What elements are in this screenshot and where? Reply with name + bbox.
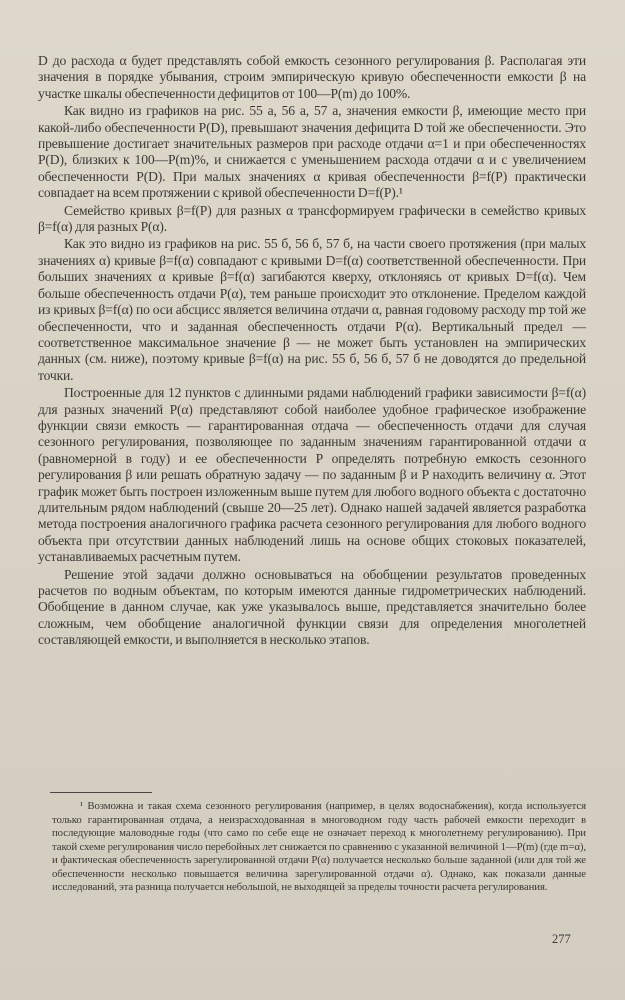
main-text — [38, 53, 586, 650]
paragraph-6: Решение этой задачи должно основываться на обобщении результатов проведенных расчетов по водным объектам, по которым имеются данные гидрометрических наблюдений. Обобщение в данном случае, как уже указывалось выше, представляется значительно более сложным, чем обобщение аналогичной функции связи для определения многолетней составляющей емкости, и выполняется в несколько этапов. — [38, 566, 586, 648]
paragraph-1: D до расхода α будет представлять собой емкость сезонного регулирования β. Располагая эти значения в порядке убывания, строим эмпирическую кривую обеспеченности емкости β на участке шкалы обеспеченности дефицитов от 100—P(m) до 100%. — [38, 53, 586, 101]
footnote-1: ¹ Возможна и такая схема сезонного регулирования (например, в целях водоснабжения), когда используется только гарантированная отдача, а неизрасходованная в многоводном году часть рабочей емкости переходит в последующие маловодные годы (что само по себе еще не означает переход к многолетнему регулированию). При такой схеме регулирования число перебойных лет снижается по сравнению с указанной величиной 1—P(m) (где m=α), и фактическая обеспеченность зарегулированной отдачи P(α) получается несколько больше заданной (или для той же обеспеченности несколько повышается величина зарегулированной отдачи α). Однако, как показали данные исследований, эта разница получается небольшой, не выходящей за пределы точности расчета регулирования. — [52, 800, 586, 893]
footnote-divider — [50, 792, 152, 793]
paragraph-3: Семейство кривых β=f(P) для разных α трансформируем графически в семейство кривых β=f(α) для разных P(α). — [38, 202, 586, 235]
paragraph-2: Как видно из графиков на рис. 55 а, 56 а, 57 а, значения емкости β, имеющие место при какой-либо обеспеченности P(D), превышают значения дефицита D той же обеспеченности. Это превышение достигает значительных размеров при расходе отдачи α=1 и при обеспеченностях P(D), близких к 100—P(m)%, и снижается с уменьшением расхода отдачи α и с увеличением обеспеченности P(D). При малых значениях α кривая обеспеченности β=f(P) практически совпадает на всем протяжении с кривой обеспеченности D=f(P).¹ — [38, 103, 586, 201]
paragraph-4: Как это видно из графиков на рис. 55 б, 56 б, 57 б, на части своего протяжения (при малых значениях α) кривые β=f(α) совпадают с кривыми D=f(α) соответственной обеспеченности. При больших значениях α кривые β=f(α) загибаются кверху, отклоняясь от кривых D=f(α). Чем больше обеспеченность отдачи P(α), тем раньше происходит это отклонение. Пределом каждой из кривых β=f(α) по оси абсцисс является величина отдачи α, равная годовому расходу mp той же обеспеченности, что и заданная обеспеченность отдачи P(α). Вертикальный предел — соответственное максимальное значение β — не может быть установлен на эмпирических данных (см. ниже), поэтому кривые β=f(α) на рис. 55 б, 56 б, 57 б не доводятся до предельной точки. — [38, 236, 586, 383]
footnotes — [52, 800, 586, 896]
page-number: 277 — [552, 932, 571, 946]
paragraph-5: Построенные для 12 пунктов с длинными рядами наблюдений графики зависимости β=f(α) для разных значений P(α) представляют собой наиболее удобное графическое изображение функции связи емкость — гарантированная отдача — обеспеченность отдачи для случая сезонного регулирования, позволяющее по заданным значениям гарантированной отдачи α (равномерной в году) и ее обеспеченности P определять потребную емкость сезонного регулирования β или решать обратную задачу — по заданным β и P находить величину α. Этот график может быть построен изложенным выше путем для любого водного объекта с достаточно длительным рядом наблюдений (свыше 20—25 лет). Однако нашей задачей является разработка метода построения аналогичного графика расчета сезонного регулирования для любого водного объекта при отсутствии данных наблюдений лишь на основе общих стоковых показателей, устанавливаемых расчетным путем. — [38, 385, 586, 565]
